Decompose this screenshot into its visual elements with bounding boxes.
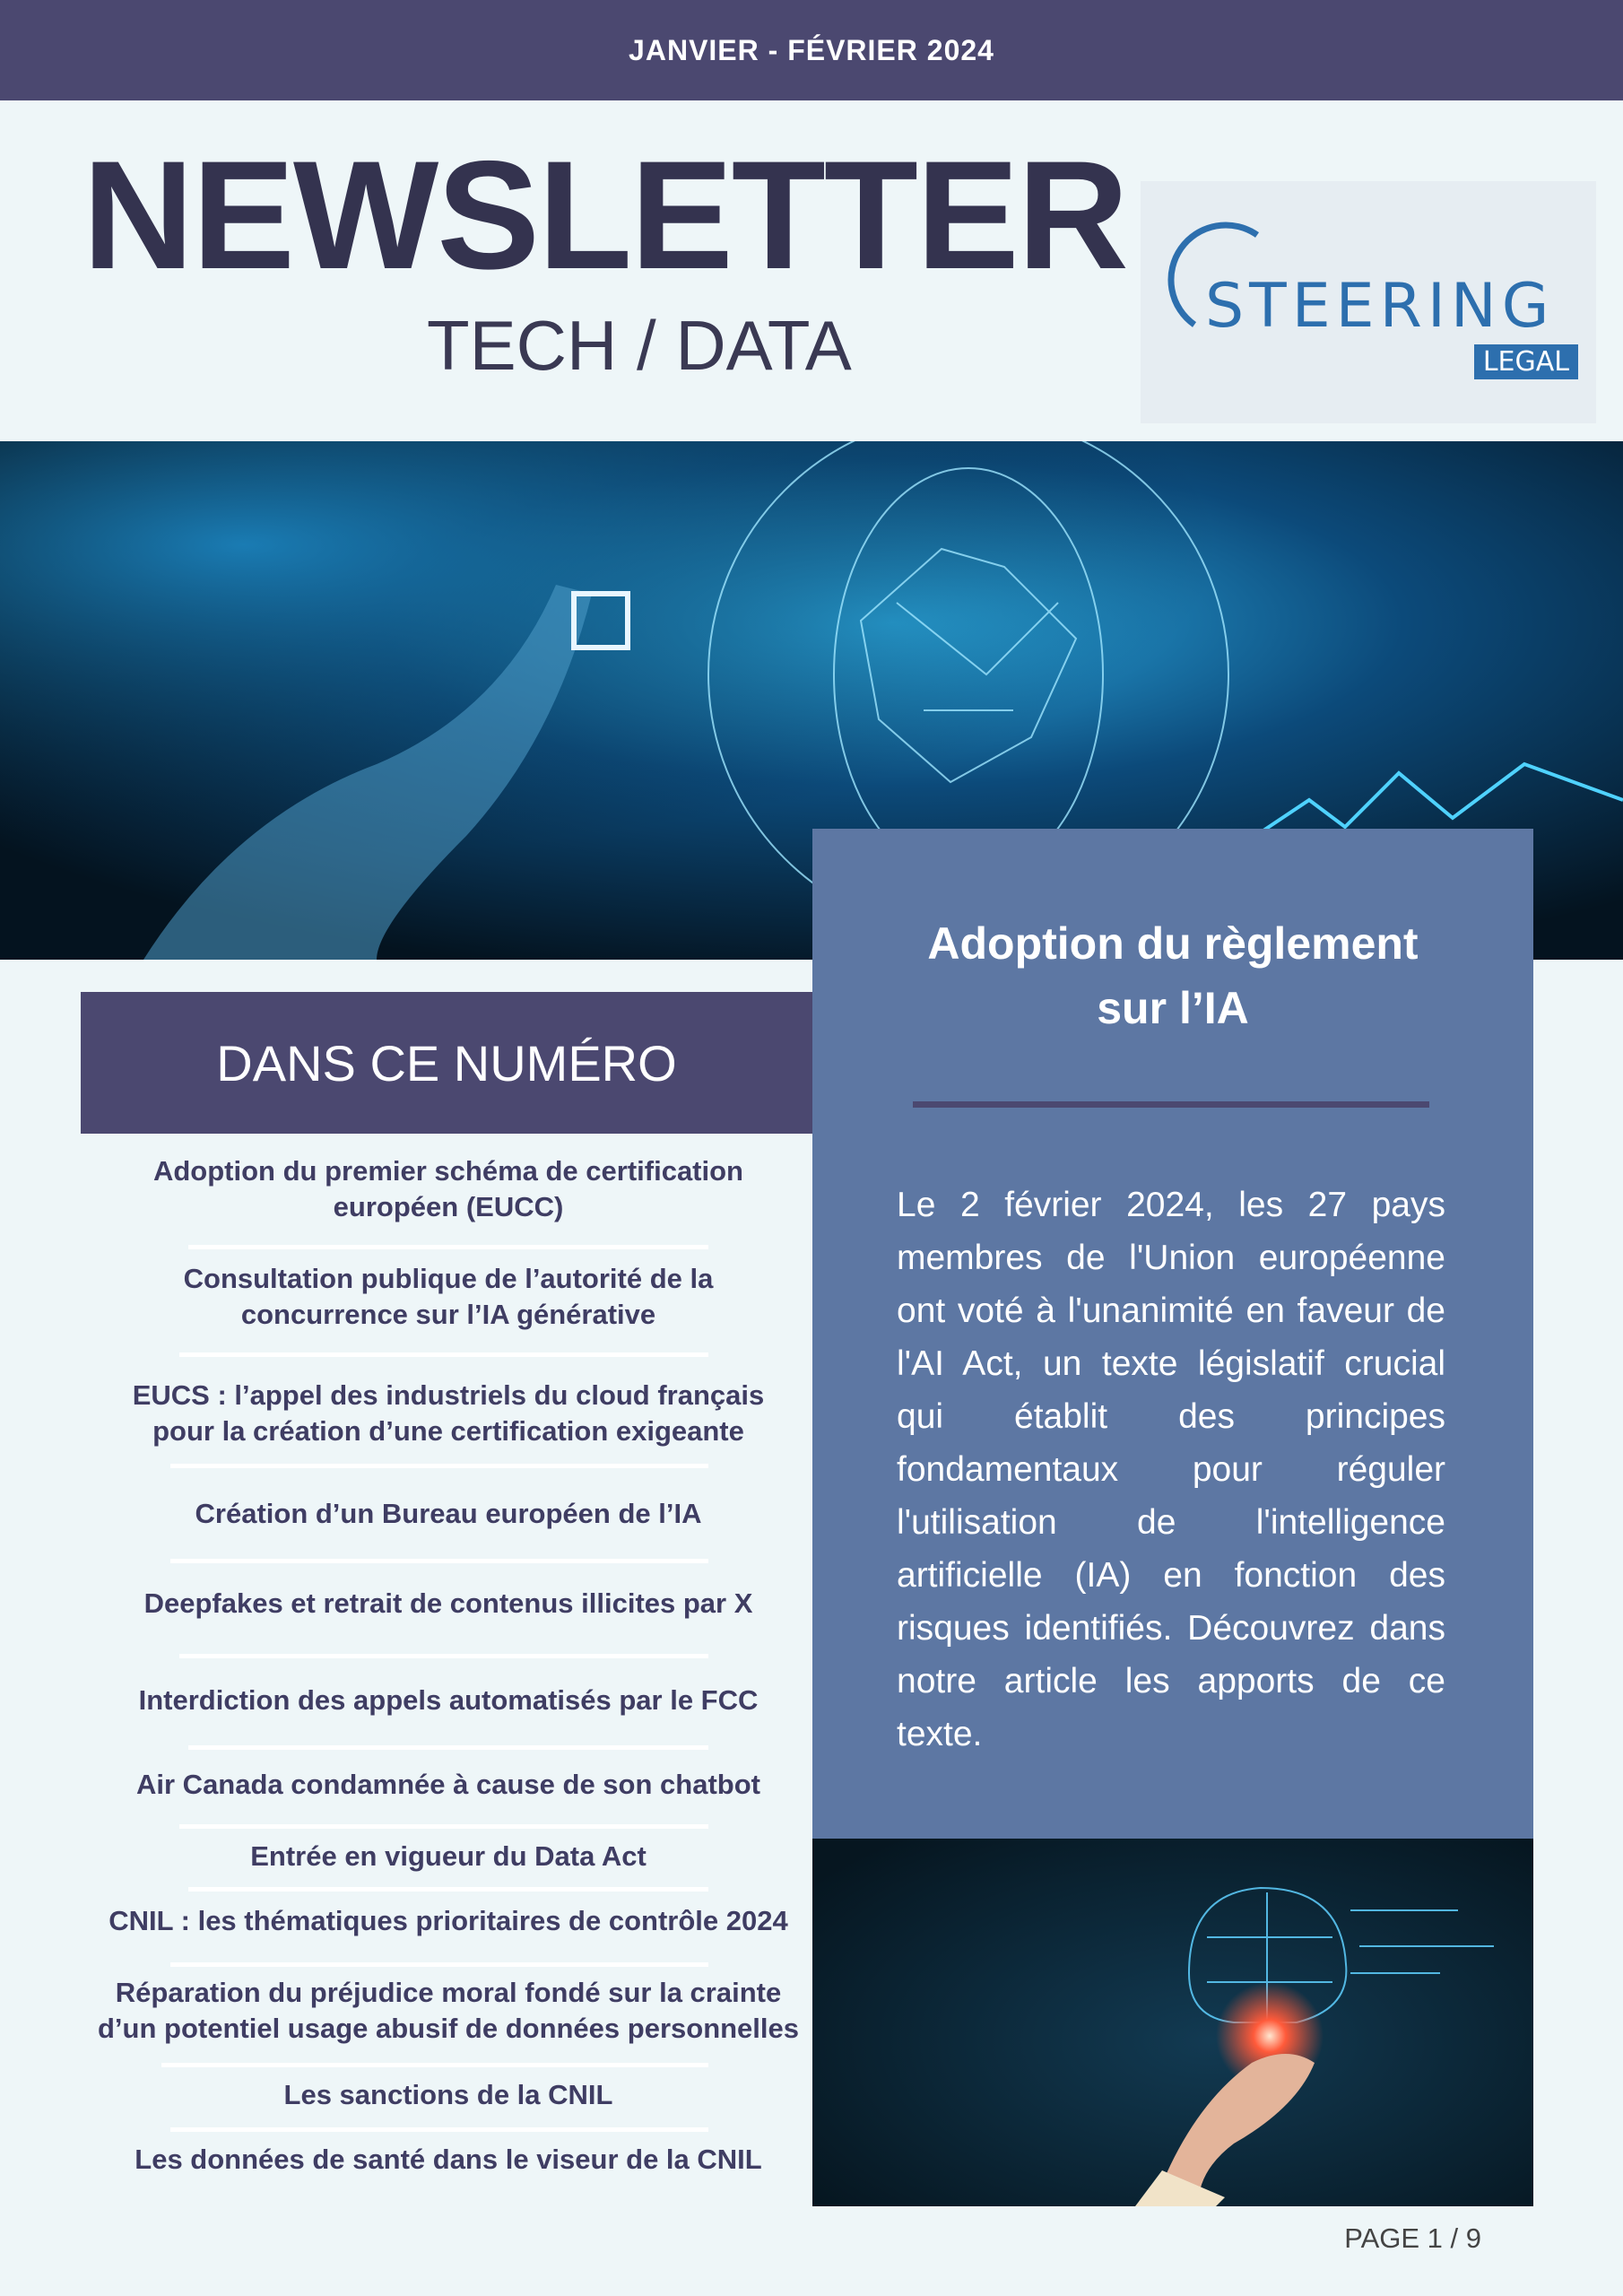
toc-item-deepfakes[interactable]: Deepfakes et retrait de contenus illicites par X xyxy=(143,1587,753,1619)
logo-wordmark: STEERING xyxy=(1205,271,1555,342)
toc-divider xyxy=(170,1464,708,1468)
toc-item-donnees-sante[interactable]: Les données de santé dans le viseur de la CNIL xyxy=(135,2144,762,2175)
newsletter-subtitle: TECH / DATA xyxy=(427,306,852,385)
steering-legal-logo xyxy=(1141,181,1596,423)
brain-hand-image xyxy=(812,1839,1533,2206)
toc-item-sanctions-cnil[interactable]: Les sanctions de la CNIL xyxy=(283,2079,613,2110)
header-bar xyxy=(0,0,1623,100)
toc-divider xyxy=(170,1962,708,1967)
toc-divider xyxy=(179,1654,708,1658)
feature-divider xyxy=(913,1101,1429,1108)
toc-divider xyxy=(170,1559,708,1563)
toc-divider xyxy=(188,1887,708,1892)
toc-item-fcc[interactable]: Interdiction des appels automatisés par le FCC xyxy=(138,1684,759,1716)
logo-tagline: LEGAL xyxy=(1474,344,1578,379)
toc-item-prejudice-moral[interactable]: Réparation du préjudice moral fondé sur la crainte d’un potentiel usage abusif de données personnelles xyxy=(97,1977,800,2044)
toc-item-eucs[interactable]: EUCS : l’appel des industriels du cloud français pour la création d’une certification exigeante xyxy=(132,1379,765,1447)
issue-date: JANVIER - FÉVRIER 2024 xyxy=(629,33,994,66)
toc-divider xyxy=(179,1824,708,1829)
toc-divider xyxy=(188,1745,708,1750)
feature-body: Le 2 février 2024, les 27 pays membres de l'Union européenne ont voté à l'unanimité en faveur de l'AI Act, un texte législatif crucial qui établit des principes fondamentaux pour réguler l'utilisation de l'intelligence artificielle (IA) en fonction des risques identifiés. Découvrez dans notre article les apports de ce texte. xyxy=(897,1186,1445,1753)
newsletter-title: NEWSLETTER xyxy=(82,129,1127,301)
toc-heading: DANS CE NUMÉRO xyxy=(216,1034,677,1091)
toc-item-bureau-ia[interactable]: Création d’un Bureau européen de l’IA xyxy=(195,1498,702,1529)
toc-item-cnil-controle[interactable]: CNIL : les thématiques prioritaires de contrôle 2024 xyxy=(108,1905,788,1936)
toc-item-consultation-ia[interactable]: Consultation publique de l’autorité de la concurrence sur l’IA générative xyxy=(183,1263,714,1330)
toc-divider xyxy=(188,1245,708,1249)
page-number: PAGE 1 / 9 xyxy=(1344,2222,1481,2254)
feature-title: Adoption du règlement sur l’IA xyxy=(927,918,1419,1033)
toc-divider xyxy=(179,1352,708,1357)
toc-item-air-canada[interactable]: Air Canada condamnée à cause de son chatbot xyxy=(136,1769,760,1800)
toc-heading-box xyxy=(81,992,812,1134)
toc-divider xyxy=(161,2063,708,2067)
toc-item-eucc[interactable]: Adoption du premier schéma de certification européen (EUCC) xyxy=(152,1155,743,1222)
toc-divider xyxy=(170,2127,708,2132)
toc-item-data-act[interactable]: Entrée en vigueur du Data Act xyxy=(250,1840,647,1872)
feature-article[interactable] xyxy=(812,829,1533,1839)
